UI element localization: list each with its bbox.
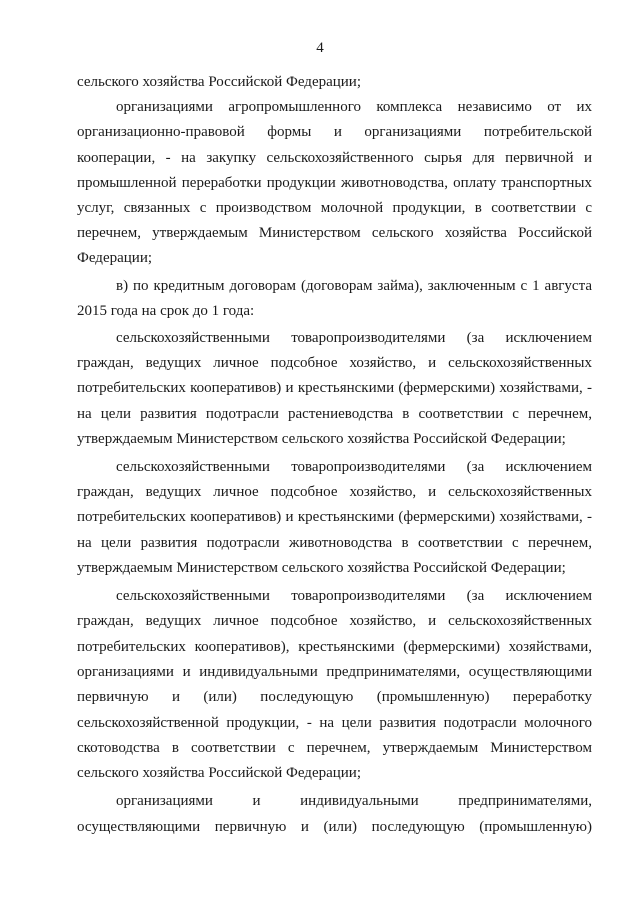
text-line: Федерации; (77, 250, 153, 266)
text-line: организациями и индивидуальными предпринимателями, (116, 793, 592, 809)
text-line: сельского хозяйства Российской Федерации; (77, 74, 362, 90)
text-line: сельскохозяйственными товаропроизводителями (за исключением (116, 330, 592, 346)
text-line: услуг, связанных с производством молочной продукции, в соответствии с (77, 200, 592, 216)
text-line: утверждаемым Министерством сельского хозяйства Российской Федерации; (77, 560, 566, 576)
text-line: граждан, ведущих личное подсобное хозяйство, и сельскохозяйственных (77, 613, 592, 629)
text-line: в) по кредитным договорам (договорам займа), заключенным с 1 августа (116, 278, 592, 294)
text-line: потребительских кооперативов) и крестьянскими (фермерскими) хозяйствами, - (77, 509, 592, 525)
text-line: утверждаемым Министерством сельского хозяйства Российской Федерации; (77, 431, 566, 447)
text-line: перечнем, утверждаемым Министерством сельского хозяйства Российской (77, 225, 592, 241)
text-line: сельскохозяйственными товаропроизводителями (за исключением (116, 459, 592, 475)
text-line: осуществляющими первичную и (или) последующую (промышленную) (77, 819, 592, 835)
text-line: кооперации, - на закупку сельскохозяйственного сырья для первичной и (77, 150, 592, 166)
text-line: на цели развития подотрасли растениеводства в соответствии с перечнем, (77, 406, 592, 422)
text-line: сельского хозяйства Российской Федерации; (77, 765, 362, 781)
text-line: сельскохозяйственными товаропроизводителями (за исключением (116, 588, 592, 604)
text-line: потребительских кооперативов) и крестьянскими (фермерскими) хозяйствами, - (77, 380, 592, 396)
text-line: организациями и индивидуальными предпринимателями, осуществляющими (77, 664, 592, 680)
text-line: сельскохозяйственной продукции, - на цели развития подотрасли молочного (77, 715, 592, 731)
text-line: организациями агропромышленного комплекса независимо от их (116, 99, 592, 115)
text-line: потребительских кооперативов), крестьянскими (фермерскими) хозяйствами, (77, 639, 592, 655)
text-line: организационно-правовой формы и организациями потребительской (77, 124, 592, 140)
text-line: на цели развития подотрасли животноводства в соответствии с перечнем, (77, 535, 592, 551)
text-line: граждан, ведущих личное подсобное хозяйство, и сельскохозяйственных (77, 355, 592, 371)
text-line: 2015 года на срок до 1 года: (77, 303, 255, 319)
text-line: промышленной переработки продукции животноводства, оплату транспортных (77, 175, 592, 191)
text-line: первичную и (или) последующую (промышленную) переработку (77, 689, 592, 705)
text-line: скотоводства в соответствии с перечнем, утверждаемым Министерством (77, 740, 592, 756)
text-line: граждан, ведущих личное подсобное хозяйство, и сельскохозяйственных (77, 484, 592, 500)
page-number: 4 (316, 40, 324, 56)
